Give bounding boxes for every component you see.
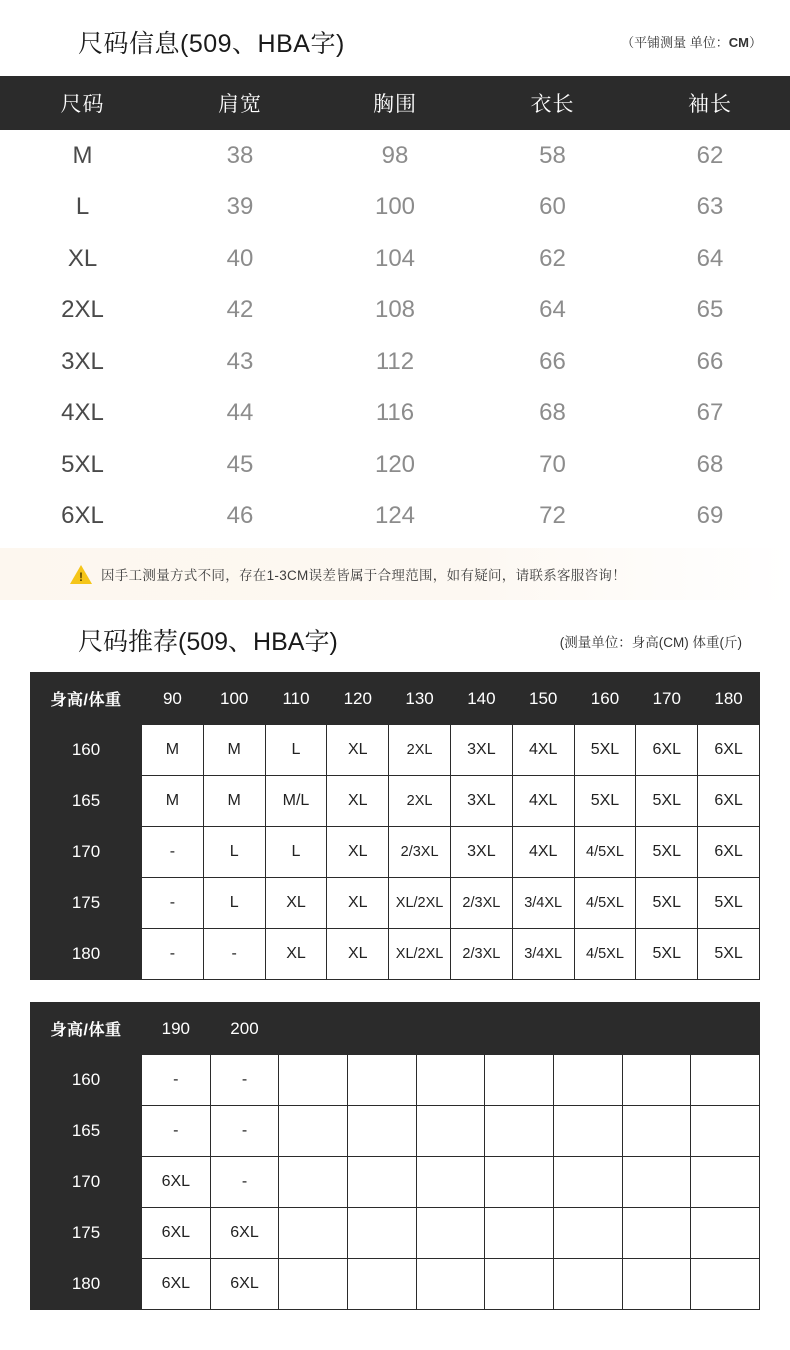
size-cell: 62 <box>475 233 630 285</box>
recommend-cell: M <box>142 725 204 776</box>
size-cell: 66 <box>630 336 790 388</box>
weight-col-header: 190 <box>142 1003 211 1055</box>
recommend-cell: 5XL <box>698 929 760 980</box>
weight-col-header: 200 <box>210 1003 279 1055</box>
page-title: 尺码信息(509、HBA字) <box>78 30 345 58</box>
recommend-cell: - <box>142 827 204 878</box>
size-cell: 68 <box>475 388 630 440</box>
recommend-cell: 5XL <box>574 776 636 827</box>
warning-mark: ! <box>79 569 83 584</box>
recommend-cell <box>691 1157 760 1208</box>
height-row-header: 165 <box>31 1106 142 1157</box>
recommend-title: 尺码推荐(509、HBA字) <box>78 628 338 656</box>
table-row <box>31 878 760 929</box>
recommend-cell <box>347 1055 416 1106</box>
recommend-cell <box>553 1259 622 1310</box>
recommend-cell: 2/3XL <box>450 878 512 929</box>
height-row-header: 180 <box>31 929 142 980</box>
recommend-cell: 4/5XL <box>574 878 636 929</box>
recommend-cell: - <box>210 1157 279 1208</box>
recommend-header-row <box>31 1003 760 1055</box>
recommend-cell <box>279 1157 348 1208</box>
recommend-cell: 5XL <box>636 929 698 980</box>
recommend-cell <box>622 1208 691 1259</box>
recommend-cell: XL <box>265 929 327 980</box>
size-cell: 65 <box>630 285 790 337</box>
recommend-cell: 2XL <box>389 725 451 776</box>
recommend-cell <box>347 1106 416 1157</box>
recommend-corner-label: 身高/体重 <box>31 673 142 725</box>
recommend-cell: XL <box>265 878 327 929</box>
height-row-header: 170 <box>31 1157 142 1208</box>
recommend-cell: 2/3XL <box>389 827 451 878</box>
size-cell: 116 <box>315 388 475 440</box>
recommend-cell: XL <box>327 878 389 929</box>
recommend-cell: M <box>203 776 265 827</box>
size-cell: 98 <box>315 130 475 182</box>
recommend-cell <box>279 1106 348 1157</box>
measure-note-unit: CM <box>728 35 749 50</box>
recommend-cell <box>553 1055 622 1106</box>
height-row-header: 175 <box>31 1208 142 1259</box>
table-row <box>31 827 760 878</box>
size-cell: 2XL <box>0 285 165 337</box>
measure-note-prefix: （平铺测量 单位： <box>621 35 729 50</box>
recommend-cell: - <box>142 1106 211 1157</box>
recommend-cell: 2XL <box>389 776 451 827</box>
recommend-cell: XL <box>327 827 389 878</box>
table-row <box>0 439 790 491</box>
recommend-cell: L <box>265 827 327 878</box>
weight-col-header: 120 <box>327 673 389 725</box>
size-cell: 60 <box>475 182 630 234</box>
table-row <box>31 1106 760 1157</box>
recommend-cell <box>553 1106 622 1157</box>
recommend-cell: - <box>210 1055 279 1106</box>
recommend-table-1 <box>30 672 760 980</box>
size-cell: 5XL <box>0 439 165 491</box>
size-cell: 108 <box>315 285 475 337</box>
recommend-cell <box>691 1259 760 1310</box>
table-row <box>0 182 790 234</box>
size-cell: 72 <box>475 491 630 543</box>
recommend-cell: M/L <box>265 776 327 827</box>
height-row-header: 170 <box>31 827 142 878</box>
recommend-cell: 6XL <box>698 725 760 776</box>
recommend-cell: L <box>203 878 265 929</box>
table-row <box>0 285 790 337</box>
size-cell: 120 <box>315 439 475 491</box>
recommend-cell <box>622 1259 691 1310</box>
size-cell: 43 <box>165 336 315 388</box>
table-row <box>0 336 790 388</box>
recommend-cell <box>691 1106 760 1157</box>
size-cell: 66 <box>475 336 630 388</box>
recommend-cell <box>416 1106 485 1157</box>
warning-text: 因手工测量方式不同，存在1-3CM误差皆属于合理范围，如有疑问，请联系客服咨询！ <box>101 568 627 583</box>
recommend-cell: XL/2XL <box>389 929 451 980</box>
recommend-cell: XL <box>327 725 389 776</box>
recommend-table-2 <box>30 1002 760 1310</box>
size-cell: 100 <box>315 182 475 234</box>
recommend-cell: 5XL <box>636 827 698 878</box>
size-table-col-header: 衣长 <box>475 76 630 130</box>
table-row <box>0 491 790 543</box>
weight-col-header <box>347 1003 416 1055</box>
size-cell: 39 <box>165 182 315 234</box>
recommend-cell: XL <box>327 929 389 980</box>
recommend-cell <box>279 1208 348 1259</box>
recommend-cell <box>553 1208 622 1259</box>
measurement-warning <box>0 548 790 600</box>
warning-triangle-icon <box>70 565 92 584</box>
weight-col-header: 90 <box>142 673 204 725</box>
size-table-header-row <box>0 76 790 130</box>
weight-col-header: 180 <box>698 673 760 725</box>
weight-col-header: 140 <box>450 673 512 725</box>
recommend-cell: 6XL <box>210 1259 279 1310</box>
recommend-cell: - <box>142 878 204 929</box>
table-row <box>31 725 760 776</box>
height-row-header: 180 <box>31 1259 142 1310</box>
recommend-cell: 3/4XL <box>512 878 574 929</box>
recommend-cell: 3/4XL <box>512 929 574 980</box>
size-cell: 64 <box>630 233 790 285</box>
recommend-cell: XL <box>327 776 389 827</box>
recommend-cell: 3XL <box>450 776 512 827</box>
size-cell: 64 <box>475 285 630 337</box>
measure-note-suffix: ） <box>748 35 762 50</box>
weight-col-header: 150 <box>512 673 574 725</box>
recommend-cell: 3XL <box>450 725 512 776</box>
weight-col-header: 130 <box>389 673 451 725</box>
size-cell: 63 <box>630 182 790 234</box>
recommend-cell: 4XL <box>512 827 574 878</box>
recommend-cell <box>553 1157 622 1208</box>
recommend-cell: L <box>203 827 265 878</box>
recommend-cell <box>691 1208 760 1259</box>
size-table-col-header: 袖长 <box>630 76 790 130</box>
height-row-header: 160 <box>31 725 142 776</box>
recommend-cell: 5XL <box>698 878 760 929</box>
recommend-cell: 6XL <box>636 725 698 776</box>
recommend-cell <box>485 1055 554 1106</box>
size-cell: 70 <box>475 439 630 491</box>
size-cell: 4XL <box>0 388 165 440</box>
weight-col-header: 160 <box>574 673 636 725</box>
recommend-cell: - <box>210 1106 279 1157</box>
size-table-col-header: 胸围 <box>315 76 475 130</box>
recommend-cell <box>347 1157 416 1208</box>
size-cell: 62 <box>630 130 790 182</box>
recommend-cell <box>416 1208 485 1259</box>
recommend-cell <box>622 1157 691 1208</box>
table-row <box>31 776 760 827</box>
recommend-cell <box>622 1106 691 1157</box>
recommend-cell: M <box>142 776 204 827</box>
table-row <box>0 388 790 440</box>
recommend-cell: 6XL <box>142 1259 211 1310</box>
size-cell: 6XL <box>0 491 165 543</box>
weight-col-header: 170 <box>636 673 698 725</box>
size-cell: 112 <box>315 336 475 388</box>
recommend-cell: XL/2XL <box>389 878 451 929</box>
weight-col-header <box>691 1003 760 1055</box>
recommend-cell: 6XL <box>698 827 760 878</box>
weight-col-header <box>622 1003 691 1055</box>
recommend-cell: - <box>203 929 265 980</box>
size-cell: 42 <box>165 285 315 337</box>
size-cell: 124 <box>315 491 475 543</box>
recommend-cell <box>347 1259 416 1310</box>
weight-col-header: 110 <box>265 673 327 725</box>
size-cell: 69 <box>630 491 790 543</box>
recommend-cell: 5XL <box>636 776 698 827</box>
size-table-col-header: 肩宽 <box>165 76 315 130</box>
size-cell: 68 <box>630 439 790 491</box>
weight-col-header <box>416 1003 485 1055</box>
recommend-cell <box>416 1055 485 1106</box>
size-info-table <box>0 76 790 542</box>
recommend-cell: 6XL <box>210 1208 279 1259</box>
recommend-cell <box>485 1106 554 1157</box>
height-row-header: 165 <box>31 776 142 827</box>
recommend-cell <box>485 1157 554 1208</box>
recommend-cell <box>622 1055 691 1106</box>
recommend-cell: 4XL <box>512 725 574 776</box>
recommend-cell: 6XL <box>698 776 760 827</box>
recommend-cell: 4/5XL <box>574 827 636 878</box>
size-cell: XL <box>0 233 165 285</box>
height-row-header: 160 <box>31 1055 142 1106</box>
recommend-cell: 6XL <box>142 1157 211 1208</box>
size-cell: 58 <box>475 130 630 182</box>
size-table-col-header: 尺码 <box>0 76 165 130</box>
table-row <box>31 1157 760 1208</box>
recommend-cell: - <box>142 1055 211 1106</box>
recommend-cell <box>347 1208 416 1259</box>
size-cell: 3XL <box>0 336 165 388</box>
recommend-cell: - <box>142 929 204 980</box>
size-cell: 38 <box>165 130 315 182</box>
recommend-cell <box>279 1259 348 1310</box>
size-cell: 46 <box>165 491 315 543</box>
table-row <box>31 1055 760 1106</box>
size-cell: 45 <box>165 439 315 491</box>
recommend-cell: M <box>203 725 265 776</box>
table-row <box>0 130 790 182</box>
recommend-corner-label: 身高/体重 <box>31 1003 142 1055</box>
size-cell: M <box>0 130 165 182</box>
size-cell: L <box>0 182 165 234</box>
table-row <box>31 1259 760 1310</box>
recommend-cell <box>485 1208 554 1259</box>
table-row <box>31 1208 760 1259</box>
recommend-cell: 4/5XL <box>574 929 636 980</box>
measure-note <box>621 32 762 51</box>
weight-col-header <box>553 1003 622 1055</box>
recommend-cell <box>416 1259 485 1310</box>
recommend-header-row <box>31 673 760 725</box>
size-cell: 40 <box>165 233 315 285</box>
recommend-cell: 5XL <box>636 878 698 929</box>
recommend-note: (测量单位：身高(CM) 体重(斤) <box>559 635 742 650</box>
recommend-cell <box>279 1055 348 1106</box>
size-cell: 44 <box>165 388 315 440</box>
recommend-cell: 4XL <box>512 776 574 827</box>
size-info-header <box>0 0 790 76</box>
weight-col-header <box>485 1003 554 1055</box>
recommend-cell: L <box>265 725 327 776</box>
size-cell: 67 <box>630 388 790 440</box>
recommend-cell <box>416 1157 485 1208</box>
recommend-cell: 6XL <box>142 1208 211 1259</box>
weight-col-header: 100 <box>203 673 265 725</box>
recommend-cell <box>691 1055 760 1106</box>
recommend-cell <box>485 1259 554 1310</box>
size-cell: 104 <box>315 233 475 285</box>
size-recommend-header <box>0 600 790 672</box>
recommend-cell: 5XL <box>574 725 636 776</box>
recommend-tables <box>0 672 790 1350</box>
table-row <box>0 233 790 285</box>
recommend-cell: 2/3XL <box>450 929 512 980</box>
height-row-header: 175 <box>31 878 142 929</box>
table-row <box>31 929 760 980</box>
weight-col-header <box>279 1003 348 1055</box>
recommend-cell: 3XL <box>450 827 512 878</box>
